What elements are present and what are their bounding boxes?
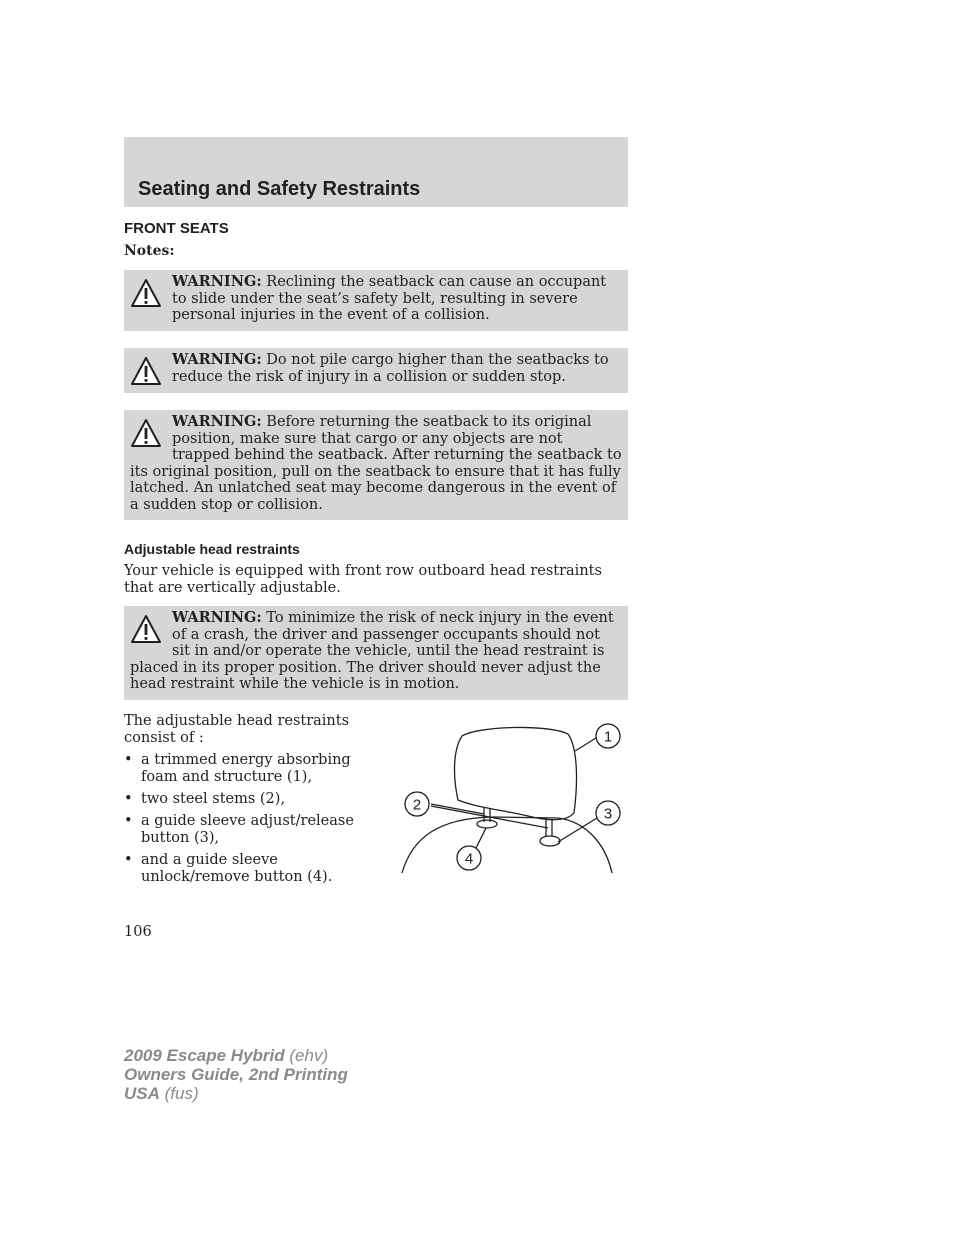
bullet-icon: •	[124, 813, 133, 829]
warning-triangle-icon	[130, 613, 162, 645]
list-item	[124, 813, 384, 847]
footer-model: 2009 Escape Hybrid	[124, 1046, 285, 1065]
bullet-icon: •	[124, 852, 133, 868]
section-header-bar	[124, 137, 628, 207]
list-item	[124, 752, 384, 786]
warning-label: WARNING:	[172, 351, 262, 368]
warning-label: WARNING:	[172, 273, 262, 290]
subsection-title: Adjustable head restraints	[124, 541, 300, 557]
intro-paragraph: Your vehicle is equipped with front row outboard head restraints that are vertically adjustable.	[124, 563, 602, 596]
bullet-icon: •	[124, 791, 133, 807]
consist-label: The adjustable head restraints consist of :	[124, 713, 350, 746]
page-title: Seating and Safety Restraints	[138, 178, 421, 200]
warning-triangle-icon	[130, 417, 162, 449]
callout-label-4: 4	[464, 850, 474, 868]
footer-market-code: (fus)	[164, 1084, 199, 1103]
bullet-icon: •	[124, 752, 133, 768]
page-number: 106	[124, 924, 152, 940]
warning-triangle-icon	[130, 277, 162, 309]
warning-box	[124, 410, 628, 520]
warning-text: Reclining the seatback can cause an occupant to slide under the seat’s safety belt, resulting in severe personal injuries in the event of a collision.	[172, 274, 607, 323]
footer	[124, 1046, 348, 1103]
list-item	[124, 791, 384, 808]
warning-box	[124, 270, 628, 331]
warning-text: To minimize the risk of neck injury in the event of a crash, the driver and passenger occupants should not sit in and/or operate the vehicle, until the head restraint is placed in its proper position. The driver should never adjust the head restraint while the vehicle is in motion.	[130, 610, 614, 692]
list-item-text: a guide sleeve adjust/release button (3),	[141, 813, 354, 846]
warning-label: WARNING:	[172, 609, 262, 626]
callout-label-1: 1	[603, 728, 613, 746]
footer-guide: Owners Guide, 2nd Printing	[124, 1065, 348, 1084]
section-title: FRONT SEATS	[124, 220, 229, 237]
list-item-text: two steel stems (2),	[141, 791, 286, 807]
warning-box	[124, 606, 628, 700]
warning-text: Before returning the seatback to its original position, make sure that cargo or any objects are not trapped behind the seatback. After returning the seatback to its original position, pull on the seatback to ensure that it has fully latched. An unlatched seat may become dangerous in the event of a sudden stop or collision.	[130, 414, 622, 513]
warning-triangle-icon	[130, 355, 162, 387]
list-item-text: a trimmed energy absorbing foam and structure (1),	[141, 752, 351, 785]
warning-text: Do not pile cargo higher than the seatbacks to reduce the risk of injury in a collision or sudden stop.	[172, 352, 609, 385]
list-item	[124, 852, 384, 886]
callout-label-2: 2	[412, 796, 422, 814]
list-item-text: and a guide sleeve unlock/remove button (4).	[141, 852, 333, 885]
warning-box	[124, 348, 628, 393]
footer-model-code: (ehv)	[289, 1046, 329, 1065]
notes-label: Notes:	[124, 243, 175, 259]
footer-market: USA	[124, 1084, 160, 1103]
callout-label-3: 3	[603, 805, 613, 823]
head-restraint-illustration	[398, 718, 630, 878]
warning-label: WARNING:	[172, 413, 262, 430]
